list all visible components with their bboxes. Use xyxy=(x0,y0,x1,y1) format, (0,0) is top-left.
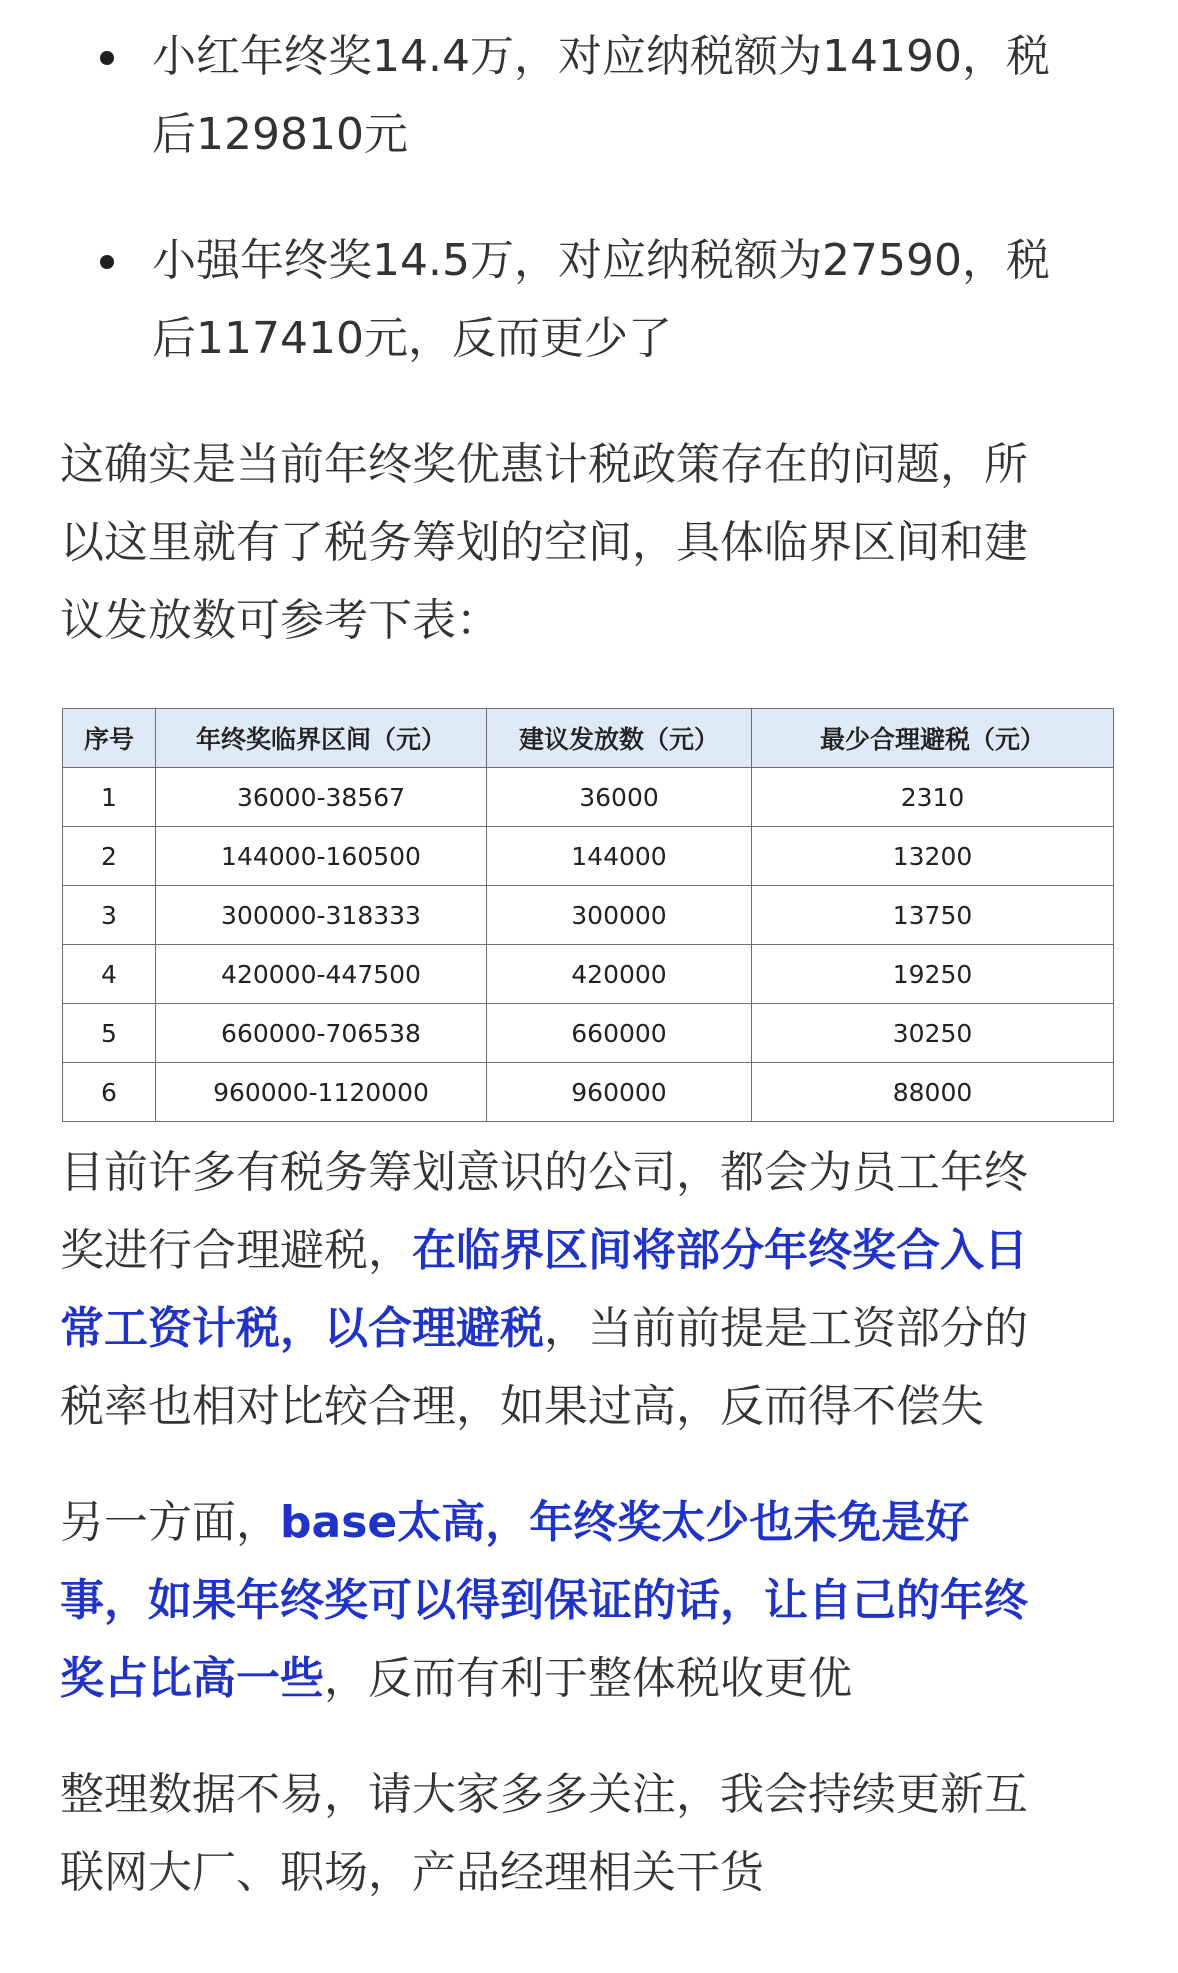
bullet-text-line: 小强年终奖14.5万，对应纳税额为27590，税 xyxy=(152,235,1050,286)
cell-saving: 30250 xyxy=(752,1004,1114,1063)
header-index: 序号 xyxy=(63,709,156,768)
base-salary-paragraph xyxy=(60,1484,1112,1718)
cell-suggested: 36000 xyxy=(487,768,752,827)
cell-saving: 2310 xyxy=(752,768,1114,827)
cell-suggested: 660000 xyxy=(487,1004,752,1063)
cell-saving: 13750 xyxy=(752,886,1114,945)
cell-index: 6 xyxy=(63,1063,156,1122)
table-row xyxy=(63,1004,1114,1063)
bullet-text-line: 后129810元 xyxy=(152,109,408,160)
intro-line: 议发放数可参考下表： xyxy=(60,595,500,646)
cell-index: 1 xyxy=(63,768,156,827)
paragraph-line: 税率也相对比较合理，如果过高，反而得不偿失 xyxy=(60,1381,984,1432)
intro-paragraph xyxy=(60,426,1112,660)
cell-index: 2 xyxy=(63,827,156,886)
table-row xyxy=(63,827,1114,886)
cell-range: 36000-38567 xyxy=(156,768,487,827)
intro-line: 以这里就有了税务筹划的空间，具体临界区间和建 xyxy=(60,517,1028,568)
highlight-text: base太高，年终奖太少也未免是好 xyxy=(280,1497,970,1548)
cell-range: 960000-1120000 xyxy=(156,1063,487,1122)
header-critical-range: 年终奖临界区间（元） xyxy=(156,709,487,768)
cell-suggested: 144000 xyxy=(487,827,752,886)
bullet-item xyxy=(60,18,1112,174)
paragraph-text: ，当前前提是工资部分的 xyxy=(544,1303,1028,1354)
paragraph-text: 另一方面， xyxy=(60,1497,280,1548)
cell-suggested: 300000 xyxy=(487,886,752,945)
highlight-text: 事，如果年终奖可以得到保证的话，让自己的年终 xyxy=(60,1575,1028,1626)
paragraph-line: 整理数据不易，请大家多多关注，我会持续更新互 xyxy=(60,1769,1028,1820)
cell-saving: 88000 xyxy=(752,1063,1114,1122)
table-row xyxy=(63,886,1114,945)
intro-line: 这确实是当前年终奖优惠计税政策存在的问题，所 xyxy=(60,439,1028,490)
cell-index: 4 xyxy=(63,945,156,1004)
cell-suggested: 960000 xyxy=(487,1063,752,1122)
bullet-dot-icon xyxy=(100,255,114,269)
bonus-tax-table xyxy=(62,708,1114,1122)
cell-range: 420000-447500 xyxy=(156,945,487,1004)
cell-range: 660000-706538 xyxy=(156,1004,487,1063)
table-row xyxy=(63,1063,1114,1122)
bullet-list xyxy=(60,18,1112,378)
highlight-text: 常工资计税，以合理避税 xyxy=(60,1303,544,1354)
paragraph-line: 联网大厂、职场，产品经理相关干货 xyxy=(60,1847,764,1898)
cell-saving: 13200 xyxy=(752,827,1114,886)
cell-range: 144000-160500 xyxy=(156,827,487,886)
cell-index: 3 xyxy=(63,886,156,945)
header-suggested-amount: 建议发放数（元） xyxy=(487,709,752,768)
paragraph-text: ，反而有利于整体税收更优 xyxy=(324,1653,852,1704)
paragraph-line: 目前许多有税务筹划意识的公司，都会为员工年终 xyxy=(60,1147,1028,1198)
cell-range: 300000-318333 xyxy=(156,886,487,945)
header-min-tax-saving: 最少合理避税（元） xyxy=(752,709,1114,768)
bullet-text-line: 后117410元，反而更少了 xyxy=(152,313,672,364)
table-row xyxy=(63,945,1114,1004)
table-row xyxy=(63,768,1114,827)
tax-planning-paragraph xyxy=(60,1134,1112,1446)
cell-suggested: 420000 xyxy=(487,945,752,1004)
bullet-dot-icon xyxy=(100,51,114,65)
paragraph-text: 奖进行合理避税， xyxy=(60,1225,412,1276)
bullet-item xyxy=(60,222,1112,378)
table-header-row xyxy=(63,709,1114,768)
closing-paragraph xyxy=(60,1756,1112,1912)
cell-saving: 19250 xyxy=(752,945,1114,1004)
highlight-text: 奖占比高一些 xyxy=(60,1653,324,1704)
highlight-text: 在临界区间将部分年终奖合入日 xyxy=(412,1225,1028,1276)
bullet-text-line: 小红年终奖14.4万，对应纳税额为14190，税 xyxy=(152,31,1050,82)
cell-index: 5 xyxy=(63,1004,156,1063)
